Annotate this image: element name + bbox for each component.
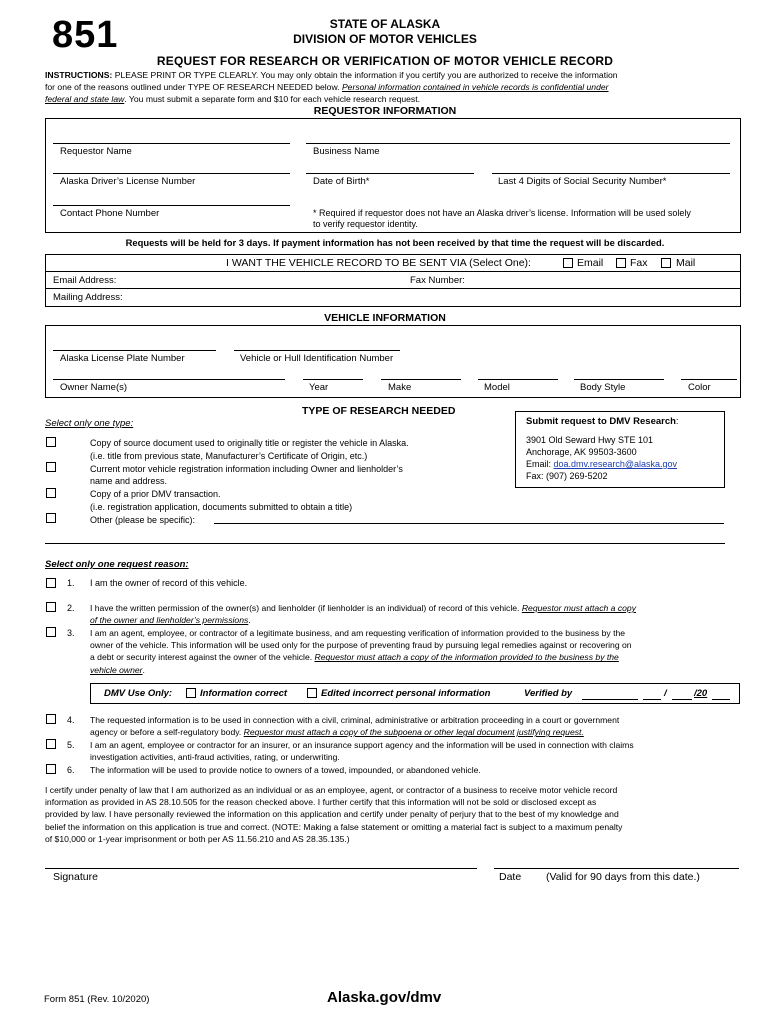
- submit-address: 3901 Old Seward Hwy STE 101 Anchorage, AK 99503-3600 Email: doa.dmv.research@alaska.gov Fax: (907) 269-5202: [526, 435, 678, 481]
- reason-3-text: I am an agent, employee, or contractor of a legitimate business, and am requesting verification of information provided to the business by the owner of the vehicle. This information will be used only for the purpose of preventing fraud by pursuing legal remedies against or recovering on a debt or security interest against the owner of the vehicle. Requestor must attach a copy of the information provided to the business by the vehicle owner.: [90, 628, 632, 675]
- other-specify-line[interactable]: [214, 523, 724, 524]
- phone-label: Contact Phone Number: [60, 208, 160, 219]
- make-label: Make: [388, 382, 412, 393]
- reason-1-number: 1.: [67, 578, 75, 588]
- research-option-4-checkbox[interactable]: [46, 513, 56, 523]
- fax-checkbox[interactable]: [616, 258, 626, 268]
- reason-4-checkbox[interactable]: [46, 714, 56, 724]
- reason-1-text: I am the owner of record of this vehicle.: [90, 578, 248, 588]
- info-correct-label: Information correct: [200, 688, 288, 699]
- signature-line[interactable]: [45, 868, 477, 869]
- research-option-1-checkbox[interactable]: [46, 437, 56, 447]
- license-number-label: Alaska Driver’s License Number: [60, 176, 196, 187]
- research-options: Copy of source document used to originally title or register the vehicle in Alaska. (i.e. title from previous state, Manufacturer’s Certificate of Origin, etc.) Current motor vehicle registration information including Owner and lienholder’s name and address. Copy of a prior DMV transaction. (i.e. registration application, documents submitted to obtain a title) Other (please be specific):: [90, 438, 409, 525]
- research-select-label: Select only one type:: [45, 418, 134, 429]
- date-label: Date: [499, 871, 522, 883]
- reason-2-text: I have the written permission of the owner(s) and lienholder (if lienholder is an individual) of record of this vehicle. Requestor must attach a copy of the owner and lienholder’s permissions.: [90, 603, 636, 626]
- reason-4-number: 4.: [67, 715, 75, 725]
- model-label: Model: [484, 382, 510, 393]
- mailing-address-label: Mailing Address:: [53, 292, 123, 303]
- reason-5-text: I am an agent, employee or contractor for an insurer, or an insurance support agency and the information will be used in connection with claims investigation activities, anti-fraud activities, rating, or underwriting.: [90, 740, 634, 763]
- color-label: Color: [688, 382, 711, 393]
- reason-1-checkbox[interactable]: [46, 578, 56, 588]
- vin-label: Vehicle or Hull Identification Number: [240, 353, 394, 364]
- requestor-name-label: Requestor Name: [60, 146, 132, 157]
- website-link[interactable]: Alaska.gov/dmv: [327, 989, 442, 1006]
- reason-6-checkbox[interactable]: [46, 764, 56, 774]
- signature-label: Signature: [53, 871, 98, 883]
- owner-name-label: Owner Name(s): [60, 382, 128, 393]
- email-address-label: Email Address:: [53, 275, 117, 286]
- edited-info-checkbox[interactable]: [307, 688, 317, 698]
- requestor-heading: REQUESTOR INFORMATION: [313, 105, 457, 117]
- form-number: 851: [52, 14, 119, 56]
- submit-box-title: Submit request to DMV Research:: [526, 416, 679, 427]
- certification-text: I certify under penalty of law that I am authorized as an individual or as an employee, agent, or contractor of a business to receive motor vehicle record information as provided in AS 28.10.505 for the reason checked above. I further certify that this information will not be sold or disclosed except as provided by law. I have personally reviewed the information on this application and certify under penalty of perjury that to the best of my knowledge and belief the information on this application is true and correct. (NOTE: Making a false statement or omitting a material fact is subject to a maximum penalty of $10,000 or 1-year imprisonment or both per AS 11.56.210 and AS 28.35.135.): [45, 785, 623, 844]
- business-name-label: Business Name: [313, 146, 380, 157]
- research-email-link[interactable]: doa.dmv.research@alaska.gov: [553, 459, 678, 469]
- research-heading: TYPE OF RESEARCH NEEDED: [302, 405, 456, 417]
- research-option-3-checkbox[interactable]: [46, 488, 56, 498]
- body-style-label: Body Style: [580, 382, 626, 393]
- reason-3-checkbox[interactable]: [46, 627, 56, 637]
- delivery-prompt: I WANT THE VEHICLE RECORD TO BE SENT VIA (Select One):: [226, 257, 531, 269]
- reason-2-number: 2.: [67, 603, 75, 613]
- valid-note: (Valid for 90 days from this date.): [546, 871, 700, 883]
- reason-select-label: Select only one request reason:: [45, 559, 189, 570]
- email-checkbox[interactable]: [563, 258, 573, 268]
- ssn-label: Last 4 Digits of Social Security Number*: [498, 176, 667, 187]
- research-option-2-checkbox[interactable]: [46, 462, 56, 472]
- id-note: * Required if requestor does not have an Alaska driver’s license. Information will be used solely to verify requestor identity.: [313, 208, 691, 229]
- reason-6-number: 6.: [67, 765, 75, 775]
- reason-6-text: The information will be used to provide notice to owners of a towed, impounded, or abandoned vehicle.: [90, 765, 481, 775]
- info-correct-checkbox[interactable]: [186, 688, 196, 698]
- date-line[interactable]: [494, 868, 739, 869]
- slash-sep: /: [664, 688, 667, 699]
- mail-option-label: Mail: [676, 257, 696, 269]
- state-title: STATE OF ALASKA: [329, 17, 441, 31]
- verified-year: /20: [694, 688, 708, 699]
- hold-notice: Requests will be held for 3 days. If payment information has not been received by that time the request will be discarded.: [125, 237, 665, 248]
- verified-by-label: Verified by: [524, 688, 573, 699]
- year-label: Year: [309, 382, 329, 393]
- division-title: DIVISION OF MOTOR VEHICLES: [293, 32, 477, 46]
- reason-3-number: 3.: [67, 628, 75, 638]
- reason-4-text: The requested information is to be used in connection with a civil, criminal, administrative or arbitration proceeding in a court or government agency or before a self-regulatory body. Requestor must attach a copy of the subpoena or other legal document justifying request.: [90, 715, 620, 738]
- fax-option-label: Fax: [630, 257, 648, 269]
- reason-2-checkbox[interactable]: [46, 602, 56, 612]
- page-title: REQUEST FOR RESEARCH OR VERIFICATION OF MOTOR VEHICLE RECORD: [156, 54, 614, 68]
- other-specify-line-2[interactable]: [45, 543, 725, 544]
- plate-number-label: Alaska License Plate Number: [60, 353, 185, 364]
- instructions: INSTRUCTIONS: PLEASE PRINT OR TYPE CLEARLY. You may only obtain the information if you certify you are authorized to receive the information for one of the reasons outlined under TYPE OF RESEARCH NEEDED below. Personal information contained in vehicle records is confidential under federal and state law. You must submit a separate form and $10 for each vehicle research request.: [45, 70, 618, 105]
- form-revision: Form 851 (Rev. 10/2020): [44, 994, 150, 1005]
- fax-number-label: Fax Number:: [410, 275, 465, 286]
- dob-label: Date of Birth*: [313, 176, 370, 187]
- reason-5-checkbox[interactable]: [46, 739, 56, 749]
- dmv-use-label: DMV Use Only:: [104, 688, 173, 699]
- email-option-label: Email: [577, 257, 604, 269]
- edited-info-label: Edited incorrect personal information: [321, 688, 491, 699]
- vehicle-heading: VEHICLE INFORMATION: [324, 312, 446, 324]
- mail-checkbox[interactable]: [661, 258, 671, 268]
- reason-5-number: 5.: [67, 740, 75, 750]
